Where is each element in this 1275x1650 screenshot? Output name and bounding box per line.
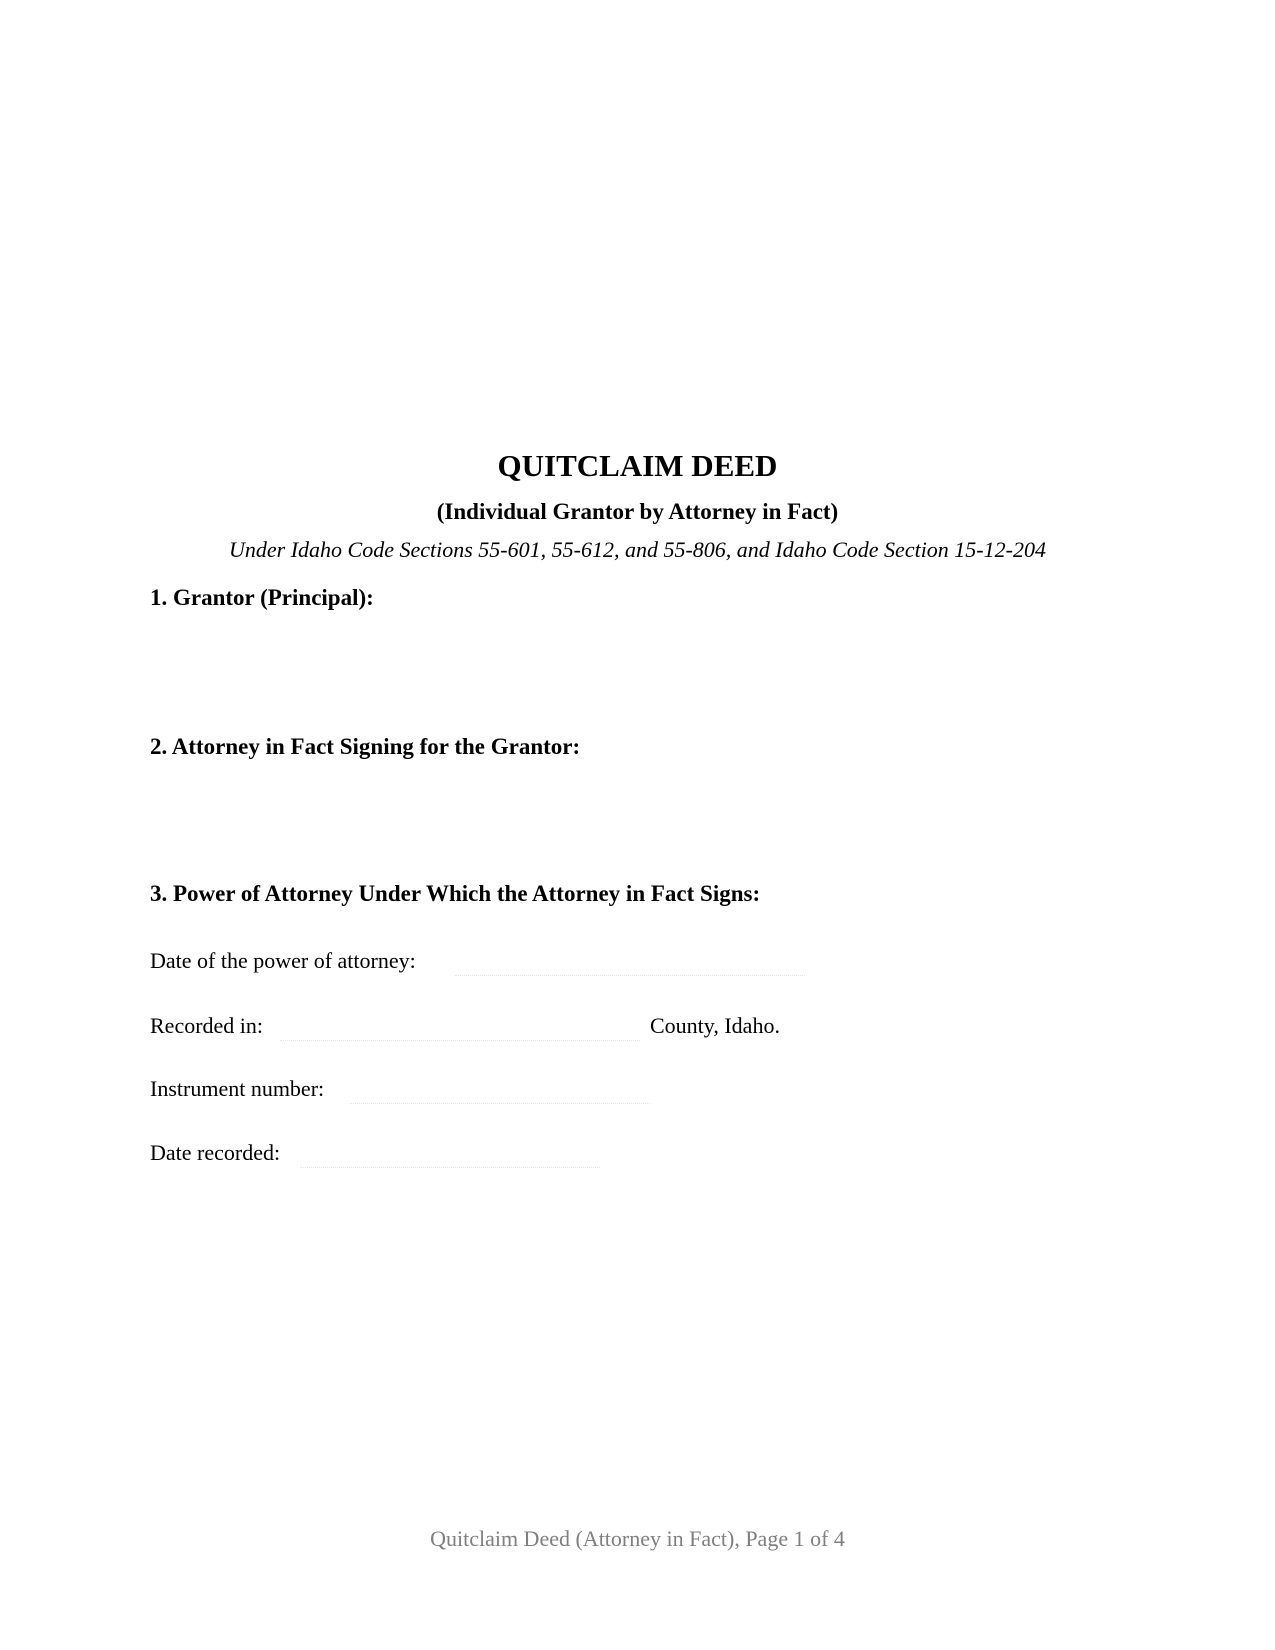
recorded-county-field[interactable] (280, 1040, 640, 1041)
recorded-in-label: Recorded in: (150, 1013, 264, 1038)
section-attorney-heading: 2. Attorney in Fact Signing for the Grantor: (150, 734, 581, 759)
instrument-number-label: Instrument number: (150, 1076, 325, 1101)
poa-date-field[interactable] (455, 975, 805, 976)
instrument-number-field[interactable] (350, 1103, 650, 1104)
poa-date-label: Date of the power of attorney: (150, 948, 416, 973)
section-grantor-heading: 1. Grantor (Principal): (150, 585, 374, 610)
date-recorded-field[interactable] (300, 1167, 600, 1168)
section-poa-heading: 3. Power of Attorney Under Which the Attorney in Fact Signs: (150, 881, 761, 906)
page-footer: Quitclaim Deed (Attorney in Fact), Page 1 of 4 (430, 1526, 845, 1551)
document-title: QUITCLAIM DEED (497, 448, 778, 483)
statute-reference: Under Idaho Code Sections 55-601, 55-612, and 55-806, and Idaho Code Section 15-12-204 (229, 537, 1046, 562)
document-subtitle: (Individual Grantor by Attorney in Fact) (436, 499, 839, 524)
county-suffix: County, Idaho. (650, 1013, 780, 1038)
date-recorded-label: Date recorded: (150, 1140, 281, 1165)
